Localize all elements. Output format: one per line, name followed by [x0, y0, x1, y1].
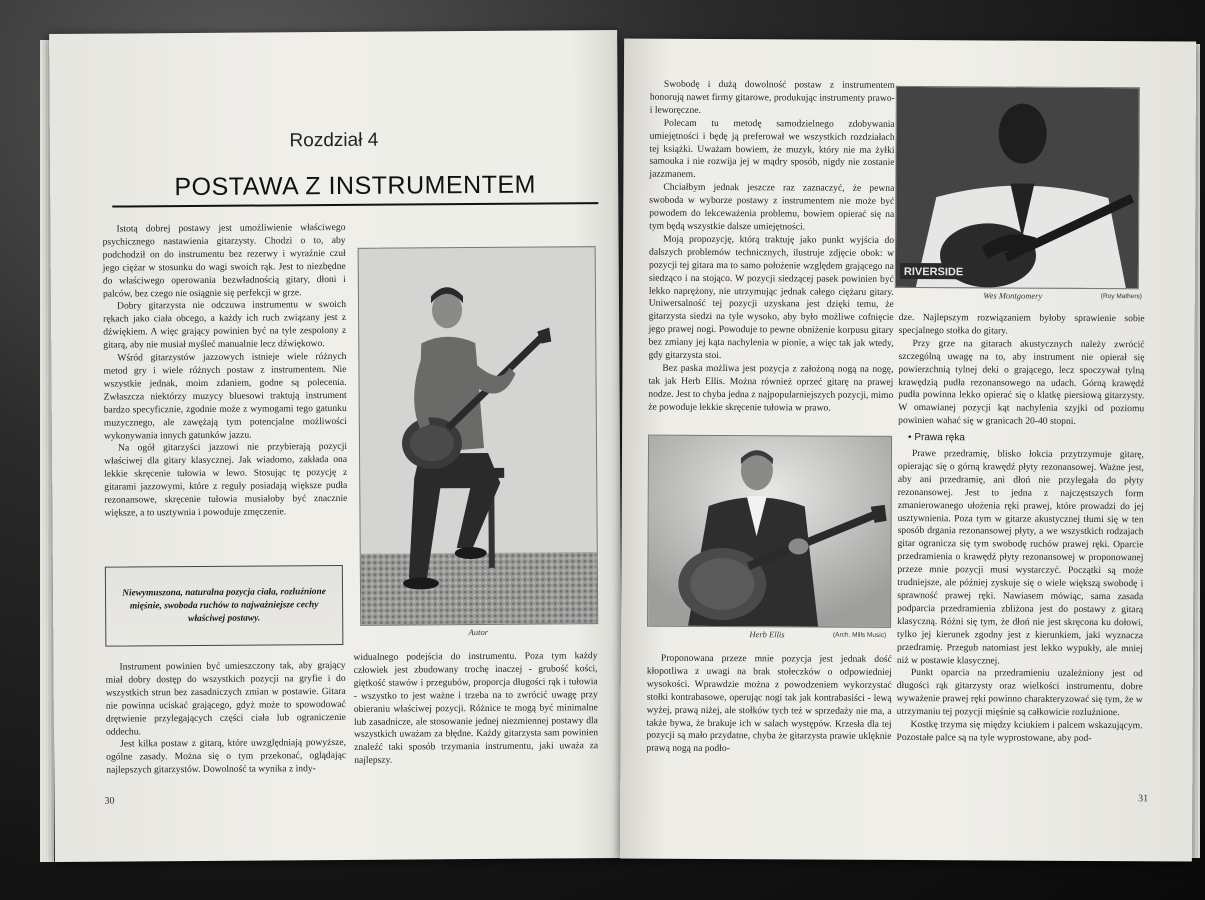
right-col1-bottom-text	[646, 653, 892, 758]
paragraph: Swobodę i dużą dowolność postaw z instrumentem honorują nawet firmy gitarowe, produkując instrumenty prawo- i leworęczne.	[649, 78, 895, 116]
paragraph: Chciałbym jednak jeszcze raz zaznaczyć, że pewna swoboda w wyborze postawy z instrumentem nie może być powodem do lekceważenia problemu, bowiem opierać się na tym będą wszystkie dalsze umiejętności.	[649, 181, 895, 233]
paragraph: widualnego podejścia do instrumentu. Poza tym każdy człowiek jest zbudowany trochę inaczej - grubość kości, giętkość stawów i przegubów, proporcja długości rąk i tułowia - wszystko to jest ważne i trzeba na to zwrócić uwagę przy obieraniu właściwej pozycji. Różnice te mogą być minimalne lub zasadnicze, ale stosowanie jednej niezmiennej postawy dla wszystkich uważam za błędne. Każdy gitarzysta sam powinien znaleźć taki sposób trzymania instrumentu, jaki uważa za najlepszy.	[353, 650, 599, 767]
author-photo	[358, 246, 599, 626]
title-rule	[112, 202, 598, 207]
herb-ellis-caption: Herb Ellis	[749, 629, 785, 640]
left-col1-text	[102, 222, 347, 521]
paragraph: Dobry gitarzysta nie odczuwa instrumentu w swoich rękach jako ciała obcego, a każdy ich ruch związany jest z dźwiękiem. A więc grający powinien być na tyle zespolony z gitarą, aby nie musiał myśleć manualnie lecz dźwiękowo.	[103, 299, 347, 351]
wes-montgomery-photo-image	[896, 87, 1139, 288]
paragraph: Instrument powinien być umieszczony tak, aby grający miał dobry dostęp do wszystkich pozycji na gryfie i do wszystkich strun bez zasadniczych zmian w postawie. Gitara nie powinna uciskać grającego, gdyż może to spowodować drętwienie przylegających części ciała lub ograniczenie oddechu.	[105, 659, 346, 738]
right-col1-text	[648, 79, 895, 416]
right-page	[620, 39, 1196, 862]
herb-ellis-photo-image	[648, 436, 891, 627]
pull-quote: Niewymuszona, naturalna pozycja ciała, rozluźnione mięśnie, swoboda ruchów to najważniejsze cechy właściwej postawy.	[105, 565, 344, 647]
paragraph: Punkt oparcia na przedramieniu uzależniony jest od długości rąk gitarzysty oraz wielkości instrumentu, dobre wyważenie prawej ręki powinno charakteryzować się tym, że w utrzymaniu tej pozycji mięśnie są całkowicie rozluźnione.	[896, 667, 1143, 719]
right-col2-text	[898, 312, 1145, 429]
paragraph: Bez paska możliwa jest pozycja z założoną nogą na nogę, tak jak Herb Ellis. Można również oprzeć gitarę na prawej nodze. Jest to chyba jedna z najpopularniejszych pozycji, mimo że powoduje lekkie skręcenie tułowia w prawo.	[648, 362, 894, 414]
herb-ellis-photo	[647, 435, 892, 628]
chapter-label: Rozdział 4	[289, 129, 379, 152]
author-photo-caption: Autor	[468, 626, 489, 638]
left-col2-bottom-text	[353, 650, 598, 768]
page-number-right: 31	[1138, 793, 1149, 805]
paragraph: Wśród gitarzystów jazzowych istnieje wiele różnych metod gry i wiele różnych postaw z instrumentem. Nie wszystkie jednak, moim zdaniem, godne są polecenia. Zwłaszcza niektórzy muzycy bluesowi traktują instrument bardzo specyficznie, zgodnie może z wymogami tego gatunku muzycznego, ale zawężają tym potencjalne możliwości wykonywania innych gatunków jazzu.	[103, 350, 347, 442]
author-photo-image	[359, 247, 598, 625]
paragraph: Na ogół gitarzyści jazzowi nie przybierają pozycji właściwej dla gitary klasycznej. Jak wiadomo, zakłada ona lekkie skręcenie tułowia w lewo. Stosując tę pozycję z gitarami jazzowymi, które z reguły posiadają większe pudła rezonansowe, skręcenie tułowia musiałoby być znacznie większe, a to usztywnia i powoduje zmęczenie.	[104, 441, 348, 519]
paragraph: Przy grze na gitarach akustycznych należy zwrócić szczególną uwagę na to, aby instrument nie opierał się powierzchnią tylnej deki o grającego, lecz spoczywał tylną krawędzią pudła rezonansowego na udach. Górną krawędź pudła powinna lekko opierać się o klatkę piersiową gitarzysty. W omawianej pozycji kąt nachylenia szyjki od poziomu powinien wahać się w granicach 20-40 stopni.	[898, 337, 1145, 428]
paragraph: dze. Najlepszym rozwiązaniem byłoby sprawienie sobie specjalnego stołka do gitary.	[898, 311, 1145, 337]
herb-ellis-credit: (Arch. Mills Music)	[833, 631, 887, 639]
right-col2-bottom-text	[896, 448, 1144, 746]
paragraph: Moją propozycję, którą traktuję jako punkt wyjścia do dalszych problemów technicznych, ilustruje zdjęcie obok: w pozycji tej gitara ma to samo położenie względem grającego na siedząco i na stojąco. W pozycji siedzącej pasek powinien być lekko naprężony, nie utrzymując jednak całego ciężaru gitary. Uniwersalność tej pozycji uzyskana jest dzięki temu, że gitarzysta siedzi na tyle wysoko, aby było możliwe cofnięcie jego prawej nogi. Powoduje to pewne obniżenie korpusu gitary bez zmiany jej kąta nachylenia w pionie, a więc tak jak wtedy, gdy gitarzysta stoi.	[648, 233, 895, 362]
riverside-label: RIVERSIDE	[903, 265, 964, 279]
chapter-title: POSTAWA Z INSTRUMENTEM	[174, 170, 537, 202]
paragraph: Kostkę trzyma się między kciukiem i palcem wskazującym. Pozostałe palce są na tyle wyprostowane, aby pod-	[896, 719, 1143, 744]
paragraph: Prawe przedramię, blisko łokcia przytrzymuje gitarę, opierając się o górną krawędź płyty rezonansowej. Ważne jest, aby ani przedramię, ani dłoń nie przylegała do płyty rezonansowej. Jest to jedna z najczęstszych form zmanierowanego ułożenia ręki prawej, które prowadzi do jej usztywnienia. Poza tym w gitarze akustycznej tłumi się w ten sposób drgania rezonansowej płyty, a we wszystkich rodzajach gitar ogranicza się tym swobodę ruchów prawej ręki. Oparcie przedramienia o krawędź płyty rezonansowej w proponowanej przeze mnie pozycji musi wystarczyć. Początki są może trudniejsze, ale później zyskuje się o wiele większą swobodę i sprawność prawej ręki. Nawiasem mówiąc, sama zasada podparcia przedramienia zbliżona jest do postawy z gitarą klasyczną. Różni się tym, że dłoń nie jest skręcona ku dołowi, tylko jej kierunek zgodny jest z kierunkiem, jaki wyznacza przedramię. Przegub natomiast jest lekko wypukły, ale mniej niż w postawie klasycznej.	[896, 448, 1145, 666]
wes-montgomery-photo	[895, 86, 1140, 289]
page-number-left: 30	[104, 795, 115, 807]
wes-montgomery-credit: (Roy Mathers)	[1100, 293, 1143, 301]
wes-montgomery-caption: Wes Montgomery	[983, 290, 1043, 301]
paragraph: Istotą dobrej postawy jest umożliwienie właściwego psychicznego nastawienia gitarzysty. Chodzi o to, aby podchodził on do instrumentu bez rezerwy i wyraźnie czuł jego ciężar w stosunku do wagi swoich rąk. Jest to niezbędne do właściwego operowania bezwładnością gitary, dłoni i palców, bez czego nie osiągnie się perfekcji w grze.	[102, 221, 346, 300]
paragraph: Polecam tu metodę samodzielnego zdobywania umiejętności i będę ją preferował we wszystkich rozdziałach tej książki. Uważam bowiem, że muzyk, który nie ma żyłki samouka i nie rozwija jej w mądry sposób, nigdy nie zostanie jazzmanem.	[649, 117, 895, 181]
left-col1-bottom-text	[105, 660, 346, 778]
paragraph: Proponowana przeze mnie pozycja jest jednak dość kłopotliwa z uwagi na brak stołeczków o odpowiedniej wysokości. Wprawdzie można z powodzeniem wykorzystać stołki kontrabasowe, operując nogi tak jak kontrabasiści - lewą wyżej, prawą niżej, ale stołków tych też w sprzedaży nie ma, a także bywa, że brakuje ich w salach występów. Krzesła dla tej pozycji są mało przydatne, chyba że gitarzysta prawie uklęknie prawą nogą na podło-	[646, 652, 892, 755]
left-page	[49, 30, 623, 862]
section-heading-right-hand: • Prawa ręka	[908, 432, 965, 444]
paragraph: Jest kilka postaw z gitarą, które uwzględniają powyższe, ogólne zasady. Można się o tym przekonać, oglądając najlepszych gitarzystów. Dowolność ta wynika z indy-	[106, 737, 347, 776]
